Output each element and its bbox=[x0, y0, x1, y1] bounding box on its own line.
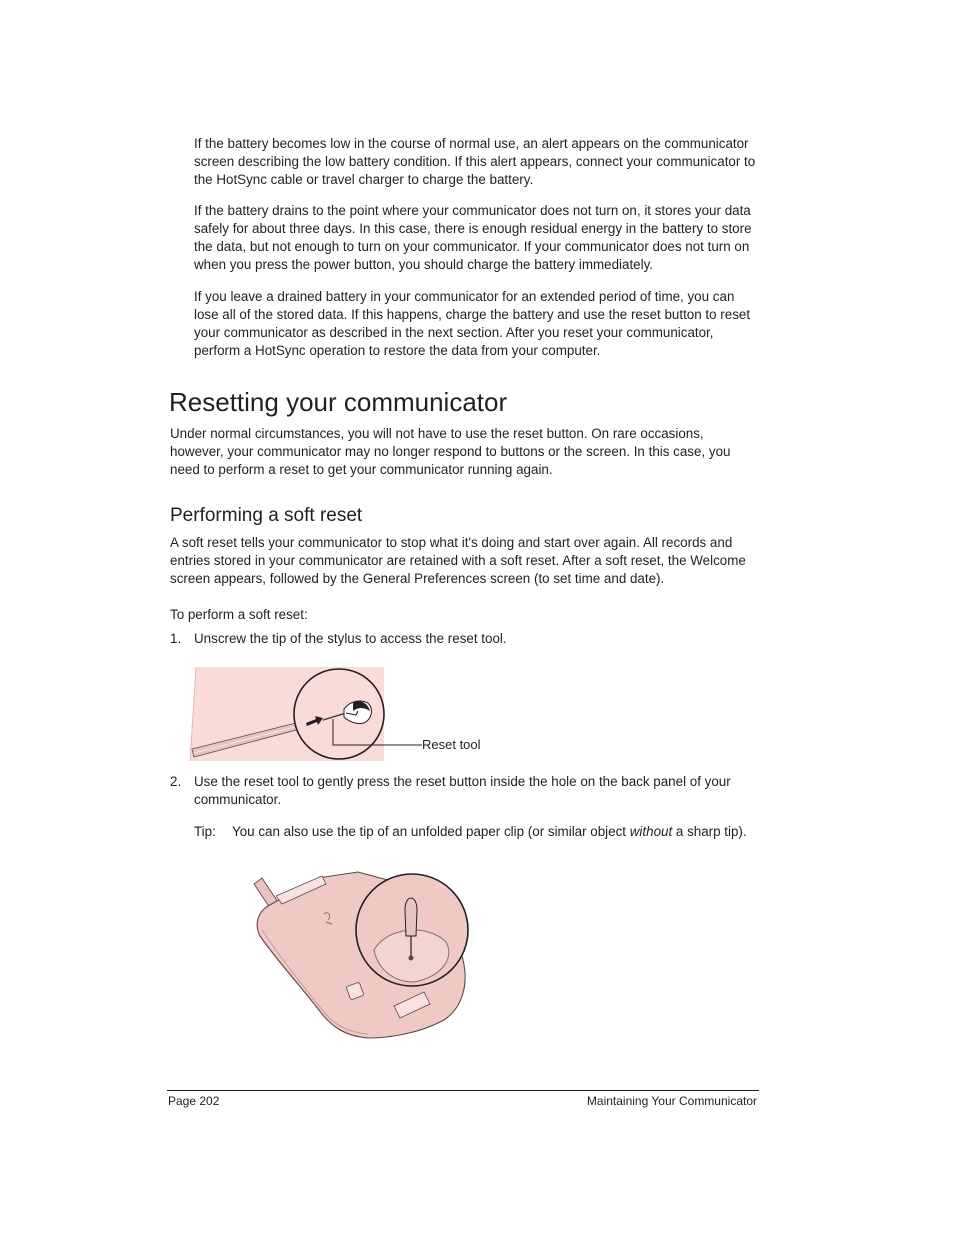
page-number: Page 202 bbox=[168, 1094, 220, 1108]
subsection-heading: Performing a soft reset bbox=[170, 505, 363, 526]
procedure-heading: To perform a soft reset: bbox=[170, 607, 308, 622]
device-back-reset-figure bbox=[248, 866, 476, 1044]
battery-low-paragraph: If the battery becomes low in the course of normal use, an alert appears on the communicator screen describing the low battery condition. If this alert appears, connect your communicator to the HotSync cable or travel charger to charge the battery. bbox=[194, 136, 756, 187]
step-text: Use the reset tool to gently press the reset button inside the hole on the back panel of your communicator. bbox=[194, 774, 731, 807]
footer-rule bbox=[167, 1090, 759, 1091]
tip-label: Tip: bbox=[194, 824, 216, 839]
section-intro-paragraph: Under normal circumstances, you will not have to use the reset button. On rare occasions, however, your communicator may no longer respond to buttons or the screen. In this case, you need to perform a reset to get your communicator running again. bbox=[170, 426, 731, 477]
step-text: Unscrew the tip of the stylus to access the reset tool. bbox=[194, 631, 507, 646]
step-number: 2. bbox=[170, 774, 182, 789]
section-heading: Resetting your communicator bbox=[169, 387, 508, 417]
tip-text: You can also use the tip of an unfolded paper clip (or similar object without a sharp tip). bbox=[232, 824, 747, 839]
chapter-title: Maintaining Your Communicator bbox=[586, 1094, 757, 1108]
soft-reset-paragraph: A soft reset tells your communicator to stop what it's doing and start over again. All records and entries stored in your communicator are retained with a soft reset. After a soft reset, the Welcome screen appears, followed by the General Preferences screen (to set time and date). bbox=[170, 535, 746, 586]
battery-drain-paragraph: If the battery drains to the point where your communicator does not turn on, it stores your data safely for about three days. In this case, there is enough residual energy in the battery to store the data, but not enough to turn on your communicator. If your communicator does not turn on when you press the power button, you should charge the battery immediately. bbox=[194, 203, 752, 272]
drained-battery-paragraph: If you leave a drained battery in your communicator for an extended period of time, you can lose all of the stored data. If this happens, charge the battery and use the reset button to reset your communicator as described in the next section. After you reset your communicator, perform a HotSync operation to restore the data from your computer. bbox=[194, 289, 751, 358]
reset-tool-callout: Reset tool bbox=[422, 737, 481, 752]
step-number: 1. bbox=[170, 631, 182, 646]
